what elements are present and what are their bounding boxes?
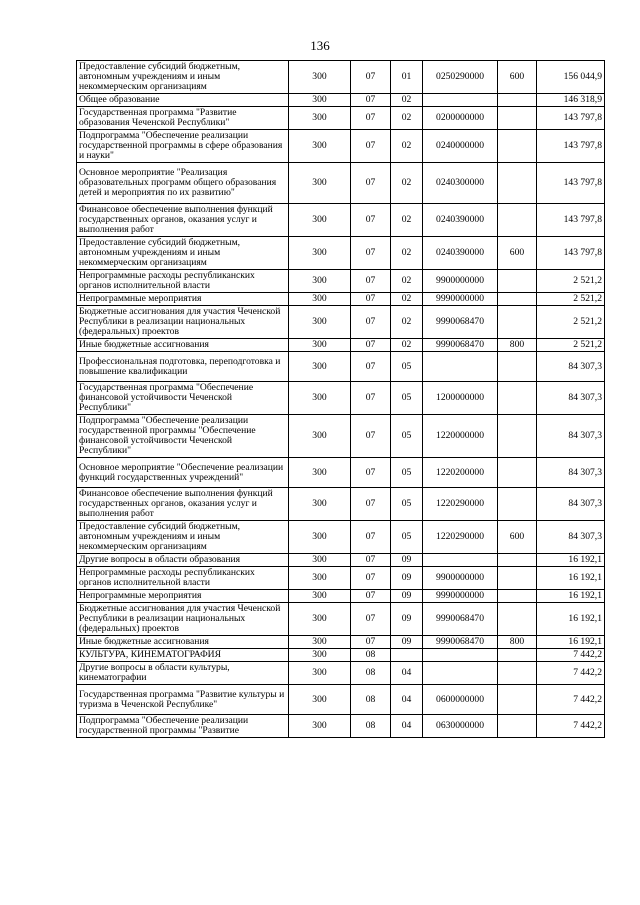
section-code-cell: 08 (351, 685, 391, 715)
subsection-code-cell: 05 (391, 458, 423, 488)
amount-cell: 84 307,3 (537, 382, 605, 415)
ministry-code-cell: 300 (289, 352, 351, 382)
budget-item-name-cell: Общее образование (77, 94, 289, 107)
target-article-code-cell: 9990000000 (423, 293, 498, 306)
section-code-cell: 07 (351, 590, 391, 603)
expense-type-code-cell (498, 163, 537, 204)
subsection-code-cell: 02 (391, 107, 423, 130)
target-article-code-cell (423, 649, 498, 662)
budget-item-name-cell: Подпрограмма "Обеспечение реализации государственной программы "Обеспечение финансовой устойчивости Чеченской Республики" (77, 415, 289, 458)
budget-item-name-cell: Основное мероприятие "Реализация образовательных программ общего образования детей и мероприятия по их развитию" (77, 163, 289, 204)
amount-cell: 7 442,2 (537, 715, 605, 738)
amount-cell: 156 044,9 (537, 61, 605, 94)
budget-item-name-cell: Профессиональная подготовка, переподготовка и повышение квалификации (77, 352, 289, 382)
budget-item-name-cell: Непрограммные мероприятия (77, 590, 289, 603)
budget-item-name-cell: Основное мероприятие "Обеспечение реализации функций государственных учреждений" (77, 458, 289, 488)
section-code-cell: 07 (351, 415, 391, 458)
subsection-code-cell: 09 (391, 603, 423, 636)
target-article-code-cell: 0240300000 (423, 163, 498, 204)
amount-cell: 2 521,2 (537, 293, 605, 306)
section-code-cell: 07 (351, 636, 391, 649)
subsection-code-cell: 05 (391, 352, 423, 382)
subsection-code-cell: 09 (391, 590, 423, 603)
section-code-cell: 07 (351, 521, 391, 554)
expense-type-code-cell (498, 306, 537, 339)
ministry-code-cell: 300 (289, 715, 351, 738)
amount-cell: 7 442,2 (537, 685, 605, 715)
budget-item-name-cell: Иные бюджетные ассигнования (77, 636, 289, 649)
expense-type-code-cell (498, 94, 537, 107)
target-article-code-cell: 0200000000 (423, 107, 498, 130)
section-code-cell: 07 (351, 237, 391, 270)
target-article-code-cell: 9900000000 (423, 270, 498, 293)
ministry-code-cell: 300 (289, 685, 351, 715)
subsection-code-cell: 02 (391, 94, 423, 107)
budget-item-name-cell: Предоставление субсидий бюджетным, автономным учреждениям и иным некоммерческим организациям (77, 237, 289, 270)
amount-cell: 7 442,2 (537, 649, 605, 662)
expense-type-code-cell (498, 603, 537, 636)
table-body (77, 61, 605, 738)
expense-type-code-cell (498, 270, 537, 293)
expense-type-code-cell: 600 (498, 237, 537, 270)
target-article-code-cell: 0240390000 (423, 237, 498, 270)
target-article-code-cell: 9990068470 (423, 306, 498, 339)
target-article-code-cell: 0630000000 (423, 715, 498, 738)
table-row (77, 603, 605, 636)
section-code-cell: 07 (351, 94, 391, 107)
amount-cell: 143 797,8 (537, 107, 605, 130)
section-code-cell: 07 (351, 293, 391, 306)
table-row (77, 339, 605, 352)
expense-type-code-cell: 800 (498, 636, 537, 649)
ministry-code-cell: 300 (289, 458, 351, 488)
table-row (77, 415, 605, 458)
expense-type-code-cell (498, 715, 537, 738)
amount-cell: 146 318,9 (537, 94, 605, 107)
table-row (77, 458, 605, 488)
target-article-code-cell: 1220000000 (423, 415, 498, 458)
subsection-code-cell: 02 (391, 339, 423, 352)
table-row (77, 237, 605, 270)
ministry-code-cell: 300 (289, 554, 351, 567)
table-row (77, 130, 605, 163)
budget-item-name-cell: Предоставление субсидий бюджетным, автономным учреждениям и иным некоммерческим организациям (77, 61, 289, 94)
target-article-code-cell: 1220290000 (423, 521, 498, 554)
target-article-code-cell: 0240390000 (423, 204, 498, 237)
subsection-code-cell: 05 (391, 521, 423, 554)
budget-item-name-cell: Непрограммные мероприятия (77, 293, 289, 306)
budget-item-name-cell: Государственная программа "Развитие образования Чеченской Республики" (77, 107, 289, 130)
table-row (77, 715, 605, 738)
section-code-cell: 07 (351, 204, 391, 237)
subsection-code-cell: 02 (391, 237, 423, 270)
ministry-code-cell: 300 (289, 382, 351, 415)
table-row (77, 662, 605, 685)
ministry-code-cell: 300 (289, 567, 351, 590)
budget-item-name-cell: Иные бюджетные ассигнования (77, 339, 289, 352)
table-row (77, 649, 605, 662)
amount-cell: 2 521,2 (537, 306, 605, 339)
ministry-code-cell: 300 (289, 107, 351, 130)
ministry-code-cell: 300 (289, 306, 351, 339)
subsection-code-cell: 01 (391, 61, 423, 94)
expense-type-code-cell (498, 662, 537, 685)
ministry-code-cell: 300 (289, 204, 351, 237)
expense-type-code-cell (498, 567, 537, 590)
table-row (77, 270, 605, 293)
subsection-code-cell: 05 (391, 415, 423, 458)
subsection-code-cell: 02 (391, 306, 423, 339)
ministry-code-cell: 300 (289, 603, 351, 636)
ministry-code-cell: 300 (289, 293, 351, 306)
table-row (77, 636, 605, 649)
budget-item-name-cell: Предоставление субсидий бюджетным, автономным учреждениям и иным некоммерческим организациям (77, 521, 289, 554)
ministry-code-cell: 300 (289, 130, 351, 163)
expense-type-code-cell (498, 352, 537, 382)
budget-item-name-cell: Непрограммные расходы республиканских органов исполнительной власти (77, 567, 289, 590)
amount-cell: 84 307,3 (537, 521, 605, 554)
target-article-code-cell: 0250290000 (423, 61, 498, 94)
table-row (77, 204, 605, 237)
table-row (77, 521, 605, 554)
budget-item-name-cell: Другие вопросы в области образования (77, 554, 289, 567)
budget-item-name-cell: Государственная программа "Развитие культуры и туризма в Чеченской Республике" (77, 685, 289, 715)
section-code-cell: 07 (351, 488, 391, 521)
target-article-code-cell: 9900000000 (423, 567, 498, 590)
budget-item-name-cell: Непрограммные расходы республиканских органов исполнительной власти (77, 270, 289, 293)
amount-cell: 84 307,3 (537, 458, 605, 488)
amount-cell: 84 307,3 (537, 488, 605, 521)
table-row (77, 685, 605, 715)
subsection-code-cell: 04 (391, 685, 423, 715)
amount-cell: 16 192,1 (537, 636, 605, 649)
expense-type-code-cell (498, 488, 537, 521)
amount-cell: 143 797,8 (537, 130, 605, 163)
target-article-code-cell: 1200000000 (423, 382, 498, 415)
table-row (77, 61, 605, 94)
amount-cell: 84 307,3 (537, 352, 605, 382)
table-row (77, 94, 605, 107)
budget-item-name-cell: Финансовое обеспечение выполнения функций государственных органов, оказания услуг и выполнения работ (77, 488, 289, 521)
ministry-code-cell: 300 (289, 270, 351, 293)
section-code-cell: 07 (351, 352, 391, 382)
budget-item-name-cell: Бюджетные ассигнования для участия Чеченской Республики в реализации национальных (федеральных) проектов (77, 603, 289, 636)
section-code-cell: 07 (351, 306, 391, 339)
expense-type-code-cell (498, 685, 537, 715)
budget-item-name-cell: Подпрограмма "Обеспечение реализации государственной программы в сфере образования и науки" (77, 130, 289, 163)
section-code-cell: 07 (351, 107, 391, 130)
section-code-cell: 08 (351, 662, 391, 685)
budget-item-name-cell: Бюджетные ассигнования для участия Чеченской Республики в реализации национальных (федеральных) проектов (77, 306, 289, 339)
ministry-code-cell: 300 (289, 521, 351, 554)
section-code-cell: 07 (351, 130, 391, 163)
subsection-code-cell: 04 (391, 662, 423, 685)
expense-type-code-cell (498, 130, 537, 163)
expense-type-code-cell: 600 (498, 521, 537, 554)
table-row (77, 590, 605, 603)
ministry-code-cell: 300 (289, 61, 351, 94)
ministry-code-cell: 300 (289, 662, 351, 685)
ministry-code-cell: 300 (289, 415, 351, 458)
expense-type-code-cell: 600 (498, 61, 537, 94)
ministry-code-cell: 300 (289, 636, 351, 649)
amount-cell: 16 192,1 (537, 603, 605, 636)
section-code-cell: 07 (351, 603, 391, 636)
expense-type-code-cell (498, 590, 537, 603)
subsection-code-cell: 09 (391, 636, 423, 649)
subsection-code-cell: 02 (391, 204, 423, 237)
section-code-cell: 08 (351, 715, 391, 738)
target-article-code-cell: 0600000000 (423, 685, 498, 715)
section-code-cell: 07 (351, 270, 391, 293)
expense-type-code-cell (498, 554, 537, 567)
expense-type-code-cell: 800 (498, 339, 537, 352)
budget-item-name-cell: КУЛЬТУРА, КИНЕМАТОГРАФИЯ (77, 649, 289, 662)
subsection-code-cell: 02 (391, 270, 423, 293)
table-row (77, 382, 605, 415)
table-row (77, 567, 605, 590)
target-article-code-cell: 1220290000 (423, 488, 498, 521)
amount-cell: 84 307,3 (537, 415, 605, 458)
amount-cell: 16 192,1 (537, 567, 605, 590)
target-article-code-cell (423, 662, 498, 685)
amount-cell: 143 797,8 (537, 163, 605, 204)
table-row (77, 293, 605, 306)
subsection-code-cell: 05 (391, 488, 423, 521)
target-article-code-cell: 9990068470 (423, 603, 498, 636)
subsection-code-cell: 02 (391, 130, 423, 163)
subsection-code-cell: 09 (391, 554, 423, 567)
expense-type-code-cell (498, 293, 537, 306)
section-code-cell: 07 (351, 567, 391, 590)
subsection-code-cell (391, 649, 423, 662)
subsection-code-cell: 04 (391, 715, 423, 738)
budget-item-name-cell: Финансовое обеспечение выполнения функций государственных органов, оказания услуг и выполнения работ (77, 204, 289, 237)
ministry-code-cell: 300 (289, 94, 351, 107)
amount-cell: 7 442,2 (537, 662, 605, 685)
table-row (77, 554, 605, 567)
amount-cell: 16 192,1 (537, 590, 605, 603)
ministry-code-cell: 300 (289, 590, 351, 603)
ministry-code-cell: 300 (289, 488, 351, 521)
section-code-cell: 07 (351, 339, 391, 352)
budget-item-name-cell: Государственная программа "Обеспечение финансовой устойчивости Чеченской Республики" (77, 382, 289, 415)
table-row (77, 352, 605, 382)
target-article-code-cell: 9990068470 (423, 636, 498, 649)
table-row (77, 488, 605, 521)
amount-cell: 143 797,8 (537, 237, 605, 270)
amount-cell: 2 521,2 (537, 339, 605, 352)
target-article-code-cell: 9990000000 (423, 590, 498, 603)
target-article-code-cell: 9990068470 (423, 339, 498, 352)
budget-item-name-cell: Другие вопросы в области культуры, кинематографии (77, 662, 289, 685)
subsection-code-cell: 09 (391, 567, 423, 590)
amount-cell: 2 521,2 (537, 270, 605, 293)
table-row (77, 107, 605, 130)
section-code-cell: 07 (351, 554, 391, 567)
budget-table (76, 60, 605, 738)
target-article-code-cell (423, 352, 498, 382)
page-number: 136 (310, 38, 330, 53)
expense-type-code-cell (498, 415, 537, 458)
subsection-code-cell: 02 (391, 293, 423, 306)
ministry-code-cell: 300 (289, 237, 351, 270)
target-article-code-cell: 1220200000 (423, 458, 498, 488)
subsection-code-cell: 05 (391, 382, 423, 415)
expense-type-code-cell (498, 649, 537, 662)
expense-type-code-cell (498, 204, 537, 237)
subsection-code-cell: 02 (391, 163, 423, 204)
section-code-cell: 08 (351, 649, 391, 662)
target-article-code-cell (423, 94, 498, 107)
budget-item-name-cell: Подпрограмма "Обеспечение реализации государственной программы "Развитие (77, 715, 289, 738)
amount-cell: 16 192,1 (537, 554, 605, 567)
ministry-code-cell: 300 (289, 163, 351, 204)
expense-type-code-cell (498, 458, 537, 488)
target-article-code-cell: 0240000000 (423, 130, 498, 163)
section-code-cell: 07 (351, 61, 391, 94)
section-code-cell: 07 (351, 458, 391, 488)
expense-type-code-cell (498, 382, 537, 415)
expense-type-code-cell (498, 107, 537, 130)
table-row (77, 163, 605, 204)
section-code-cell: 07 (351, 382, 391, 415)
ministry-code-cell: 300 (289, 339, 351, 352)
section-code-cell: 07 (351, 163, 391, 204)
table-row (77, 306, 605, 339)
target-article-code-cell (423, 554, 498, 567)
ministry-code-cell: 300 (289, 649, 351, 662)
amount-cell: 143 797,8 (537, 204, 605, 237)
